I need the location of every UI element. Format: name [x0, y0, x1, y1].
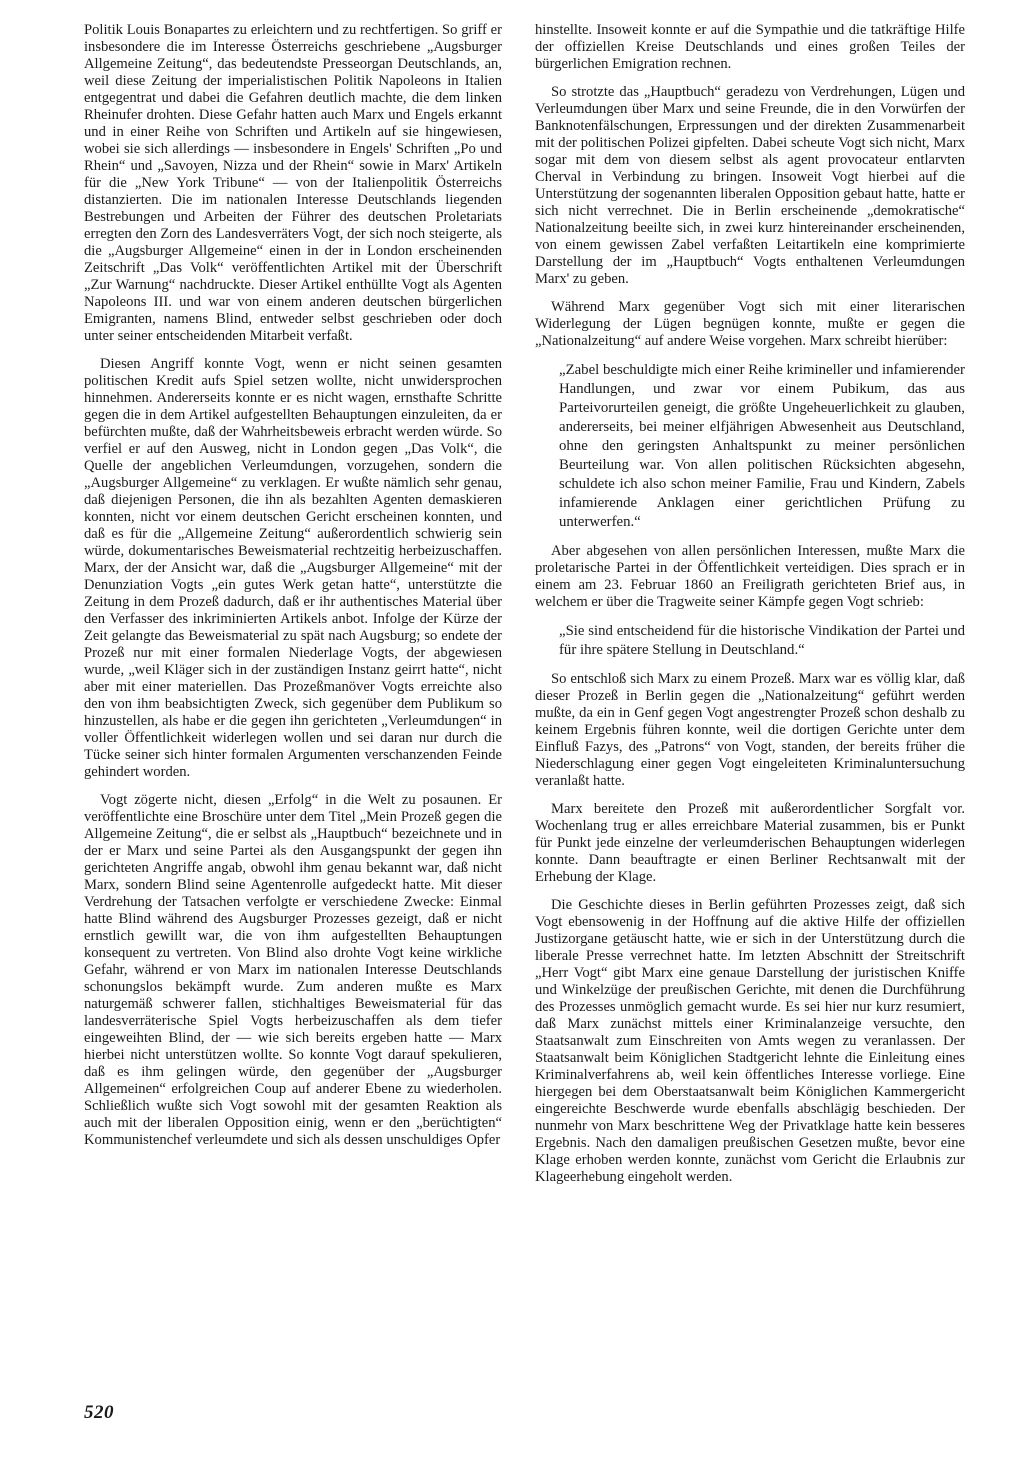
block-quote-freiligrath: „Sie sind entscheidend für die historische Vindikation der Partei und für ihre spätere Stellung in Deutschland.“ — [559, 623, 965, 658]
left-column — [84, 22, 502, 1160]
left-paragraph-2: Diesen Angriff konnte Vogt, wenn er nicht seinen gesamten politischen Kredit aufs Spiel setzen wollte, nicht unwidersprochen hinnehmen. Andererseits konnte er es nicht wagen, ernsthafte Schritte gegen die in dem Artikel aufgestellten Behauptungen einzuleiten, da er befürchten mußte, daß der Wahrheitsbeweis erbracht werden würde. So verfiel er auf den Ausweg, nicht in London gegen „Das Volk“, die Quelle der angeblichen Verleumdungen, vorzugehen, sondern die „Augsburger Allgemeine“ zu verklagen. Er wußte nämlich sehr genau, daß diejenigen Personen, die ihn als bezahlten Agenten demaskieren konnten, nicht vor einem deutschen Gericht erscheinen konnten, und daß es für die „Allgemeine Zeitung“ außerordentlich schwierig sein würde, dokumentarisches Beweismaterial rechtzeitig herbeizuschaffen. Marx, der der Ansicht war, daß die „Augsburger Allgemeine“ mit der Denunziation Vogts „ein gutes Werk getan hatte“, unterstützte die Zeitung in dem Prozeß dadurch, daß er ihr authentisches Material über den Verfasser des inkriminierten Artikels anbot. Infolge der Kürze der Zeit gelangte das Beweismaterial zu spät nach Augsburg; so endete der Prozeß nur mit einer formalen Niederlage Vogts, der abgewiesen wurde, „weil Kläger sich in der zuständigen Instanz geirrt hatte“, nicht aber mit einer materiellen. Das Prozeßmanöver Vogts erreichte also den von ihm beabsichtigten Zweck, sich gegenüber dem Publikum so hinzustellen, als habe er die gegen ihn gerichteten „Verleumdungen“ in voller Öffentlichkeit widerlegen wollen und sei daran nur durch die Tücke seiner sich hinter formalen Argumenten verschanzenden Feinde gehindert worden. — [84, 356, 502, 780]
right-column — [535, 22, 965, 1197]
page-number: 520 — [84, 1402, 114, 1423]
left-paragraph-1: Politik Louis Bonapartes zu erleichtern und zu rechtfertigen. So griff er insbesondere die im Interesse Österreichs geschriebene „Augsburger Allgemeine Zeitung“, das bedeutendste Presseorgan Deutschlands, an, weil diese Zeitung der imperialistischen Politik Napoleons in Italien entgegentrat und dabei die Gefahren deutlich machte, die dem linken Rheinufer drohten. Diese Gefahr hatten auch Marx und Engels erkannt und in einer Reihe von Schriften und Artikeln auf sie hingewiesen, wobei sie sich allerdings — insbesondere in Engels' Schriften „Po und Rhein“ und „Savoyen, Nizza und der Rhein“ sowie in Marx' Artikeln für die „New York Tribune“ — von der Italienpolitik Österreichs distanzierten. Die im nationalen Interesse Deutschlands liegenden Bestrebungen und Arbeiten der Führer des deutschen Proletariats erregten den Zorn des Landesverräters Vogt, der sich noch steigerte, als die „Augsburger Allgemeine“ einen in der in London erscheinenden Zeitschrift „Das Volk“ veröffentlichten Artikel mit der Überschrift „Zur Warnung“ nachdruckte. Dieser Artikel enthüllte Vogt als Agenten Napoleons III. und war von einem anderen deutschen bürgerlichen Emigranten, namens Blind, entweder selbst geschrieben oder doch unter seiner entscheidenden Mitarbeit verfaßt. — [84, 22, 502, 344]
right-paragraph-5: So entschloß sich Marx zu einem Prozeß. Marx war es völlig klar, daß dieser Prozeß in Berlin gegen die „Nationalzeitung“ geführt werden mußte, da ein in Genf gegen Vogt angestrengter Prozeß schon deshalb zu keinem Ergebnis führen konnte, weil die dortigen Gerichte unter dem Einfluß Fazys, des „Patrons“ von Vogt, standen, der bereits früher die Niederschlagung einer gegen Vogt eingeleiteten Kriminaluntersuchung veranlaßt hatte. — [535, 671, 965, 789]
right-paragraph-6: Marx bereitete den Prozeß mit außerordentlicher Sorgfalt vor. Wochenlang trug er alles erreichbare Material zusammen, bis er Punkt für Punkt jede einzelne der verleumderischen Behauptungen widerlegen konnte. Dann beauftragte er einen Berliner Rechtsanwalt mit der Erhebung der Klage. — [535, 801, 965, 885]
right-paragraph-3: Während Marx gegenüber Vogt sich mit einer literarischen Widerlegung der Lügen begnügen konnte, mußte er gegen die „Nationalzeitung“ auf andere Weise vorgehen. Marx schreibt hierüber: — [535, 299, 965, 349]
right-paragraph-1: hinstellte. Insoweit konnte er auf die Sympathie und die tatkräftige Hilfe der offiziellen Kreise Deutschlands und eines großen Teiles der bürgerlichen Emigration rechnen. — [535, 22, 965, 72]
right-paragraph-2: So strotzte das „Hauptbuch“ geradezu von Verdrehungen, Lügen und Verleumdungen über Marx und seine Freunde, die in den Vorwürfen der Banknotenfälschungen, Erpressungen und der direkten Zusammenarbeit mit der politischen Polizei gipfelten. Dabei scheute Vogt sich nicht, Marx sogar mit dem von diesem selbst als agent provocateur entlarvten Cherval in Verbindung zu bringen. Insoweit Vogt hierbei auf die Unterstützung der sogenannten liberalen Opposition gebaut hatte, hatte er sich nicht verrechnet. Die in Berlin erscheinende „demokratische“ Nationalzeitung beeilte sich, in zwei kurz hintereinander erscheinenden, von einem gewissen Zabel verfaßten Leitartikeln eine komprimierte Darstellung der im „Hauptbuch“ Vogts enthaltenen Verleumdungen Marx' zu geben. — [535, 84, 965, 287]
left-paragraph-3: Vogt zögerte nicht, diesen „Erfolg“ in die Welt zu posaunen. Er veröffentlichte eine Broschüre unter dem Titel „Mein Prozeß gegen die Allgemeine Zeitung“, die er selbst als „Hauptbuch“ bezeichnete und in der er Marx und seine Partei als den Ausgangspunkt der gegen ihn gerichteten Angriffe angab, obwohl ihm genau bekannt war, daß nicht Marx, sondern Blind seine Agentenrolle aufgedeckt hatte. Mit dieser Verdrehung der Tatsachen verfolgte er verschiedene Zwecke: Einmal hatte Blind während des Augsburger Prozesses gezeigt, daß er nicht ernstlich gewillt war, die von ihm aufgestellten Behauptungen konsequent zu vertreten. Von Blind also drohte Vogt keine wirkliche Gefahr, während er von Marx im nationalen Interesse Deutschlands schonungslos bekämpft wurde. Zum anderen mußte es Marx naturgemäß schwerer fallen, stichhaltiges Beweismaterial für das landesverräterische Spiel Vogts herbeizuschaffen als dem tiefer eingeweihten Blind, der — wie sich bereits ergeben hatte — Marx hierbei nicht unterstützen wollte. So konnte Vogt darauf spekulieren, daß es ihm gelingen würde, den gegenüber der „Augsburger Allgemeinen“ erfolgreichen Coup auf anderer Ebene zu wiederholen. Schließlich wußte sich Vogt sowohl mit der gesamten Reaktion als auch mit der liberalen Opposition einig, wenn er den „berüchtigten“ Kommunistenchef verleumdete und sich als dessen unschuldiges Opfer — [84, 792, 502, 1148]
right-paragraph-7: Die Geschichte dieses in Berlin geführten Prozesses zeigt, daß sich Vogt ebensowenig in der Hoffnung auf die aktive Hilfe der offiziellen Justizorgane getäuscht hatte, wie er sich in der Unterstützung durch die liberale Presse verrechnet hatte. Im letzten Abschnitt der Streitschrift „Herr Vogt“ gibt Marx eine genaue Darstellung der juristischen Kniffe und Winkelzüge der preußischen Gerichte, mit denen die Durchführung des Prozesses unmöglich gemacht wurde. Es sei hier nur kurz resumiert, daß Marx zunächst mittels einer Kriminalanzeige versuchte, den Staatsanwalt zum Einschreiten von Amts wegen zu veranlassen. Der Staatsanwalt beim Königlichen Stadtgericht lehnte die Einleitung eines Kriminalverfahrens ab, weil kein öffentliches Interesse vorliege. Eine hiergegen bei dem Oberstaatsanwalt beim Königlichen Kammergericht eingereichte Beschwerde wurde ebenfalls abschlägig beschieden. Der nunmehr von Marx beschrittene Weg der Privatklage hatte kein besseres Ergebnis. Nach den damaligen preußischen Gesetzen mußte, bevor eine Klage erhoben werden konnte, zunächst vom Gericht die Erlaubnis zur Klageerhebung eingeholt werden. — [535, 897, 965, 1185]
block-quote-zabel: „Zabel beschuldigte mich einer Reihe krimineller und infamierender Handlungen, und zwar vor einem Pubikum, das aus Parteivorurteilen geneigt, die größte Ungeheuerlichkeit zu glauben, andererseits, bei meiner elfjährigen Abwesenheit aus Deutschland, ohne den geringsten Anhaltspunkt zu meiner persönlichen Beurteilung war. Von allen politischen Rücksichten abgesehn, schuldete ich also schon meiner Familie, Frau und Kindern, Zabels infamierende Anklagen einer gerichtlichen Prüfung zu unterwerfen.“ — [559, 362, 965, 530]
right-paragraph-4: Aber abgesehen von allen persönlichen Interessen, mußte Marx die proletarische Partei in der Öffentlichkeit verteidigen. Dies sprach er in einem am 23. Februar 1860 an Freiligrath gerichteten Brief aus, in welchem er über die Tragweite seiner Kämpfe gegen Vogt schrieb: — [535, 543, 965, 610]
